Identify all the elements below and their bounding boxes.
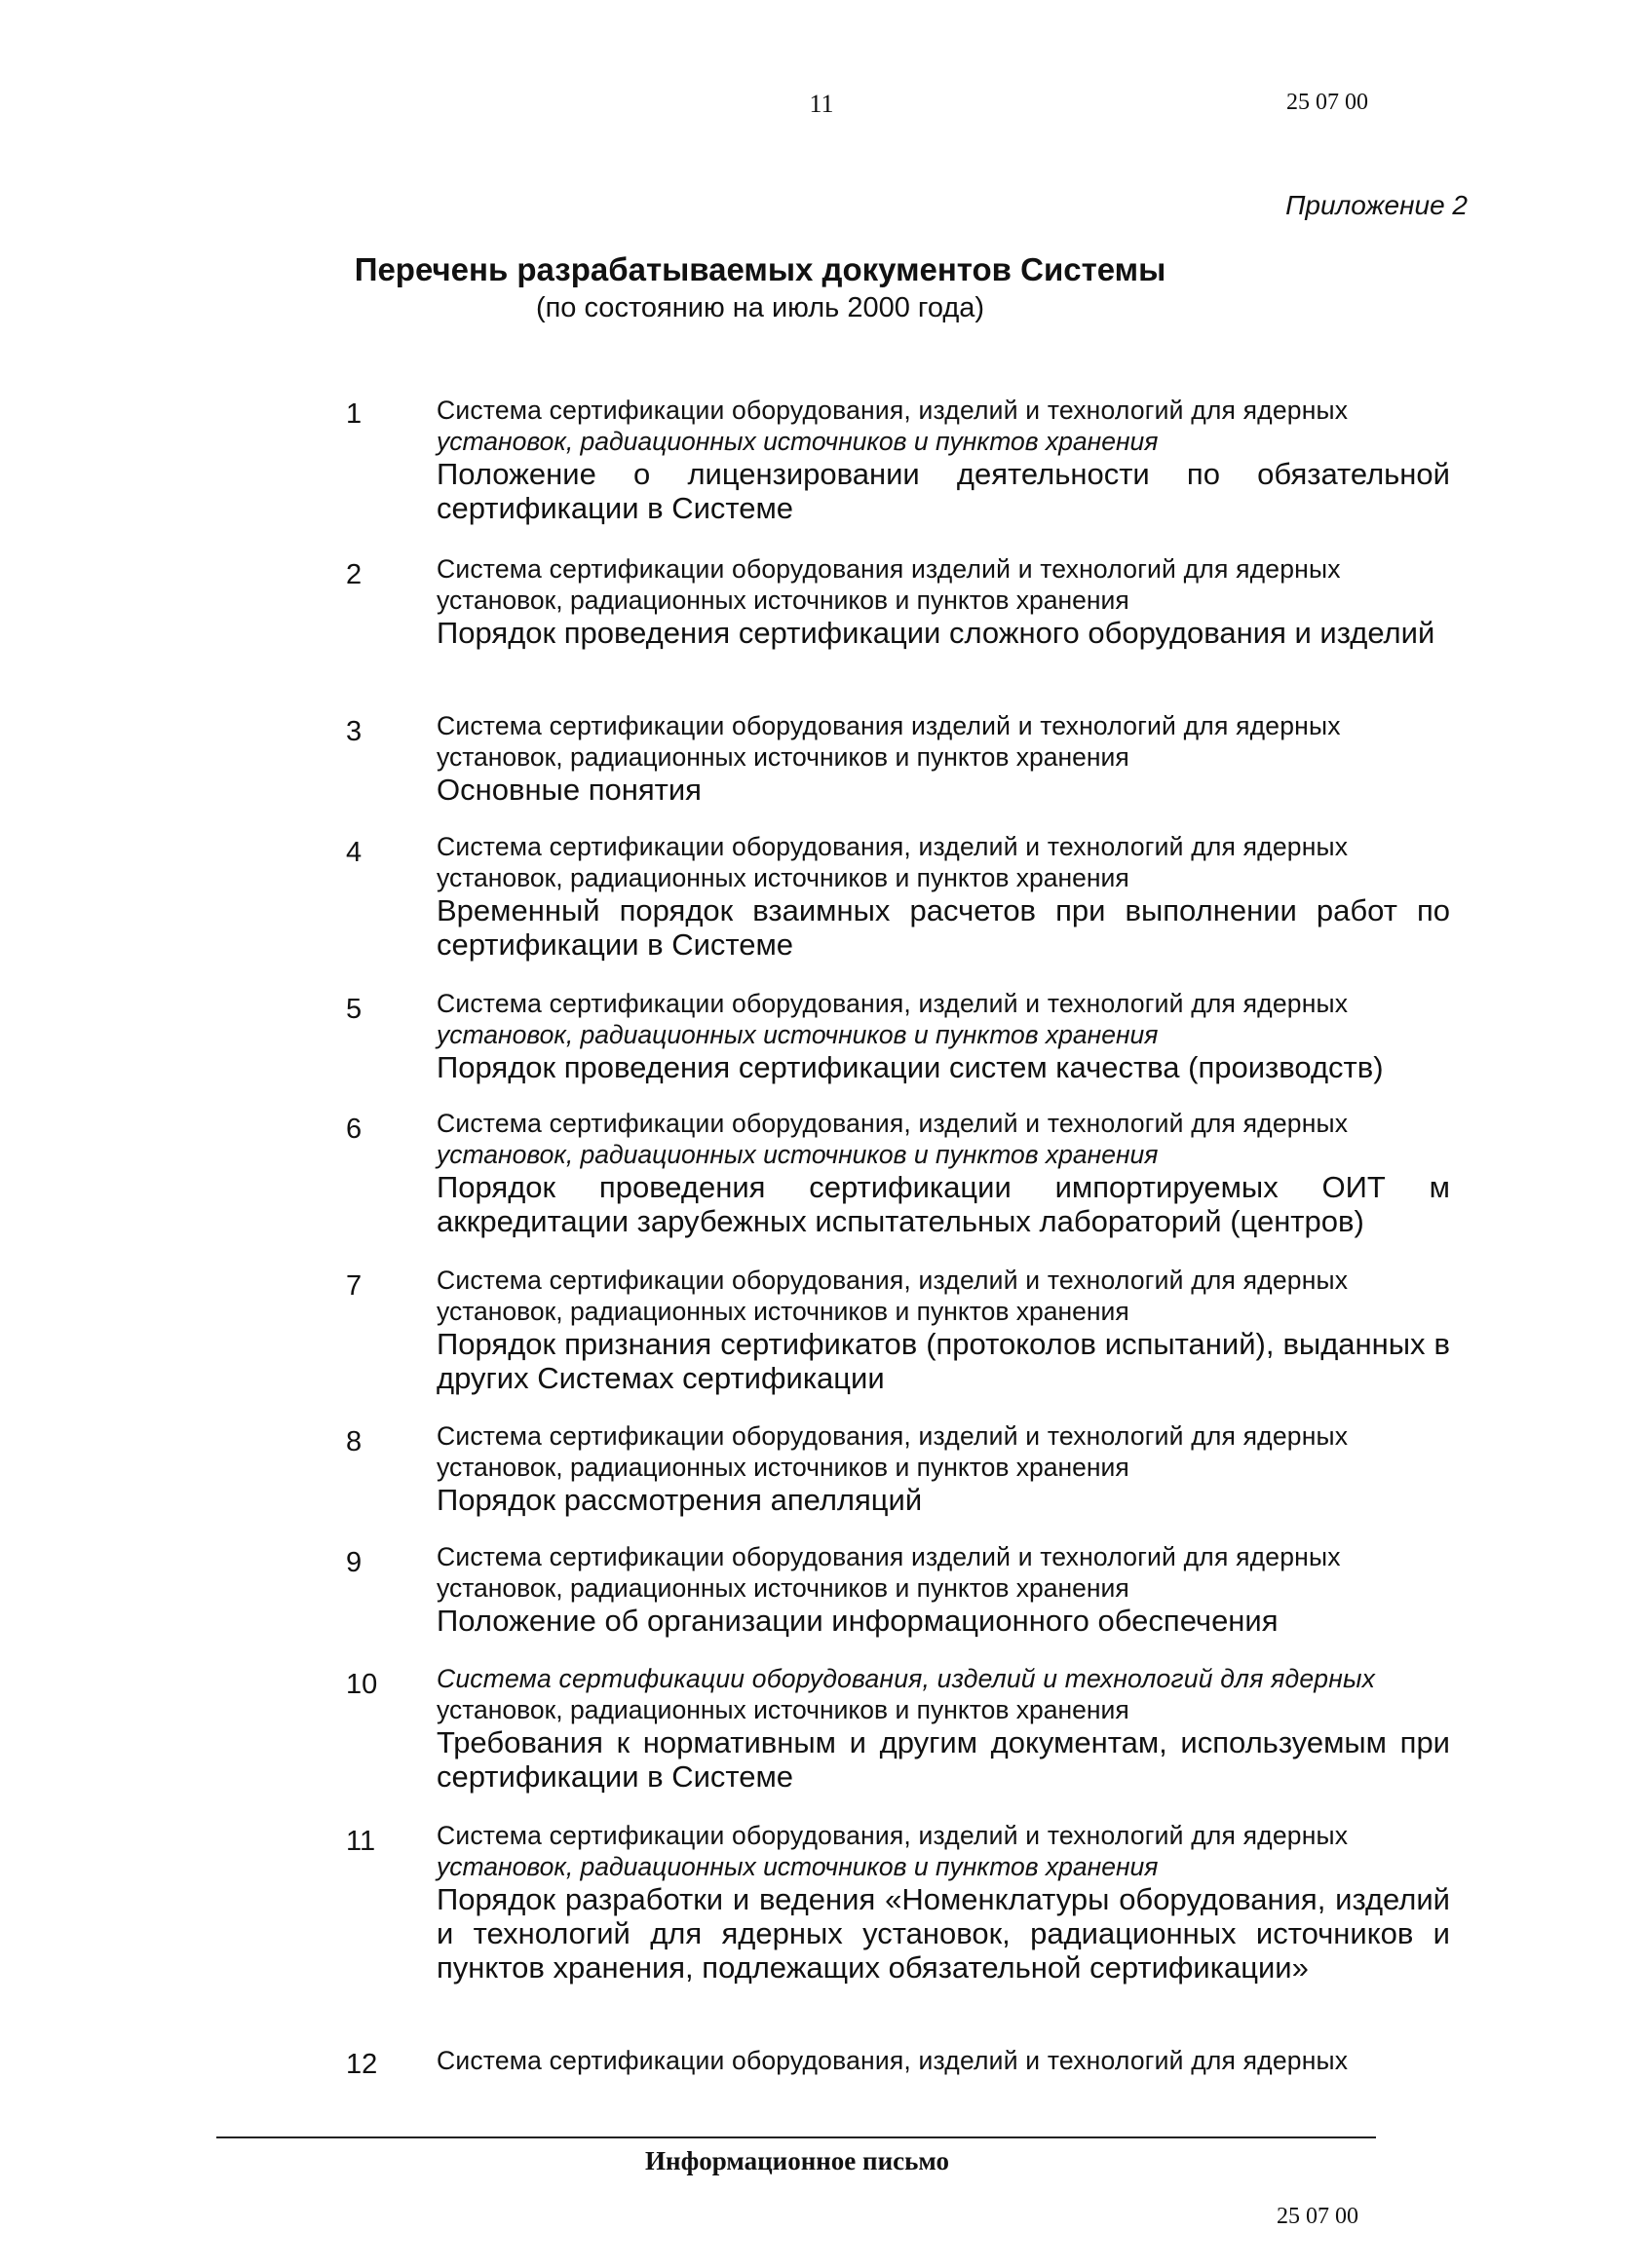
item-system-line: Система сертификации оборудования, изделий и технологий для ядерных [437, 396, 1349, 425]
item-document-title: Порядок проведения сертификации импортируемых ОИТ м аккредитации зарубежных испытательных лабораторий (центров) [437, 1170, 1450, 1238]
item-number: 12 [346, 2049, 378, 2080]
page-number: 11 [809, 90, 834, 118]
item-document-title: Порядок разработки и ведения «Номенклатуры оборудования, изделий и технологий для ядерных установок, радиационных источников и пунктов хранения, подлежащих обязательной сертификации» [437, 1882, 1450, 1984]
item-system-line: установок, радиационных источников и пунктов хранения [437, 1453, 1129, 1482]
item-number: 8 [346, 1426, 363, 1457]
item-system-line: установок, радиационных источников и пунктов хранения [437, 586, 1129, 615]
item-system-line: установок, радиационных источников и пунктов хранения [437, 1852, 1159, 1881]
item-system-line: Система сертификации оборудования, изделий и технологий для ядерных [437, 1421, 1349, 1451]
header-date: 25 07 00 [1286, 90, 1368, 115]
item-system-line: Система сертификации оборудования, изделий и технологий для ядерных [437, 2046, 1349, 2075]
item-system-line: установок, радиационных источников и пунктов хранения [437, 1140, 1159, 1169]
item-document-title: Порядок проведения сертификации систем качества (производств) [437, 1050, 1384, 1084]
document-subtitle: (по состоянию на июль 2000 года) [535, 292, 985, 323]
item-system-line: Система сертификации оборудования, изделий и технологий для ядерных [437, 832, 1349, 861]
item-number: 4 [346, 837, 363, 868]
item-number: 11 [346, 1826, 376, 1857]
appendix-label: Приложение 2 [1285, 190, 1468, 220]
item-number: 7 [346, 1270, 363, 1302]
item-system-line: Система сертификации оборудования изделий и технологий для ядерных [437, 554, 1341, 584]
item-system-line: установок, радиационных источников и пунктов хранения [437, 1573, 1129, 1603]
item-system-line: установок, радиационных источников и пунктов хранения [437, 742, 1129, 772]
item-document-title: Порядок рассмотрения апелляций [437, 1483, 923, 1517]
item-system-line: Система сертификации оборудования, изделий и технологий для ядерных [437, 1664, 1376, 1693]
item-number: 1 [346, 398, 363, 430]
item-system-line: установок, радиационных источников и пунктов хранения [437, 863, 1129, 892]
footer-label: Информационное письмо [645, 2146, 949, 2175]
item-number: 9 [346, 1547, 363, 1578]
item-document-title: Требования к нормативным и другим документам, используемым при сертификации в Системе [437, 1725, 1450, 1794]
item-document-title: Положение о лицензировании деятельности по обязательной сертификации в Системе [437, 457, 1450, 525]
item-system-line: установок, радиационных источников и пунктов хранения [437, 1695, 1129, 1724]
item-document-title: Положение об организации информационного обеспечения [437, 1604, 1279, 1638]
item-system-line: установок, радиационных источников и пунктов хранения [437, 1020, 1159, 1049]
item-number: 3 [346, 716, 363, 747]
item-document-title: Порядок проведения сертификации сложного оборудования и изделий [437, 616, 1435, 650]
footer-date: 25 07 00 [1277, 2204, 1358, 2229]
item-system-line: Система сертификации оборудования, изделий и технологий для ядерных [437, 989, 1349, 1018]
item-document-title: Порядок признания сертификатов (протоколов испытаний), выданных в других Системах сертификации [437, 1327, 1450, 1395]
item-document-title: Временный порядок взаимных расчетов при выполнении работ по сертификации в Системе [437, 893, 1450, 962]
item-system-line: Система сертификации оборудования изделий и технологий для ядерных [437, 1542, 1341, 1571]
item-system-line: Система сертификации оборудования, изделий и технологий для ядерных [437, 1109, 1349, 1138]
item-number: 5 [346, 994, 363, 1025]
item-number: 6 [346, 1114, 363, 1145]
item-number: 10 [346, 1669, 378, 1700]
item-system-line: установок, радиационных источников и пунктов хранения [437, 427, 1159, 456]
item-system-line: Система сертификации оборудования, изделий и технологий для ядерных [437, 1821, 1349, 1850]
document-title: Перечень разрабатываемых документов Системы [354, 251, 1166, 287]
item-system-line: Система сертификации оборудования, изделий и технологий для ядерных [437, 1266, 1349, 1295]
item-system-line: Система сертификации оборудования изделий и технологий для ядерных [437, 711, 1341, 740]
item-document-title: Основные понятия [437, 773, 702, 807]
item-number: 2 [346, 559, 363, 590]
item-system-line: установок, радиационных источников и пунктов хранения [437, 1297, 1129, 1326]
footer-divider [216, 2136, 1376, 2138]
